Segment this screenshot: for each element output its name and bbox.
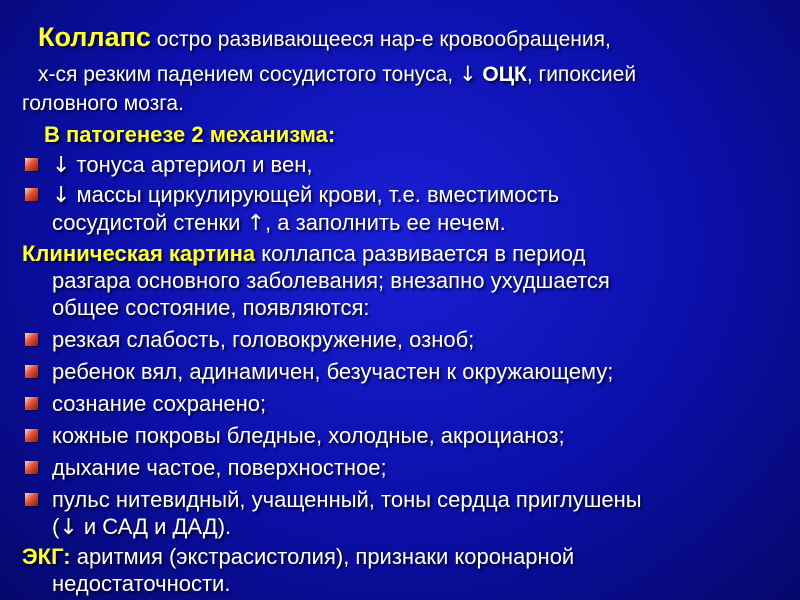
down-arrow-icon: ↓	[52, 183, 71, 208]
bullet-icon	[25, 333, 38, 346]
ecg-text-1: аритмия (экстрасистолия), признаки коронарной	[70, 544, 575, 569]
bullet-icon	[25, 158, 38, 171]
clinical-text-3: общее состояние, появляются:	[52, 295, 370, 320]
definition-part-2b: , гипоксией	[526, 63, 637, 86]
ecg-label: ЭКГ:	[22, 544, 71, 569]
collapse-term: Коллапс	[38, 22, 151, 52]
symptom-item: ребенок вял, адинамичен, безучастен к окружающему;	[52, 359, 614, 384]
mechanisms-heading: В патогенезе 2 механизма:	[44, 122, 336, 147]
symptom-item	[52, 486, 642, 541]
mechanism-1	[52, 151, 312, 179]
bullet-icon	[25, 493, 38, 506]
ecg-text-2: недостаточности.	[52, 571, 231, 596]
down-arrow-icon: ↓	[59, 515, 78, 540]
bullet-icon	[25, 188, 38, 201]
ock-term: ОЦК	[476, 63, 527, 86]
bullet-icon	[25, 365, 38, 378]
title-line-2	[38, 62, 636, 87]
mechanism-1-text: тонуса артериол и вен,	[70, 152, 313, 177]
title-line-1	[38, 22, 611, 53]
symptom-item: дыхание частое, поверхностное;	[52, 455, 387, 480]
pulse-open-paren: (	[52, 514, 60, 539]
title-line-3	[22, 92, 184, 116]
clinical-text-2: разгара основного заболевания; внезапно ухудшается	[52, 268, 610, 293]
symptom-item: кожные покровы бледные, холодные, акроцианоз;	[52, 423, 565, 448]
ecg-paragraph	[22, 543, 574, 597]
definition-part-1: остро развивающееся нар-е кровообращения,	[150, 28, 611, 51]
definition-part-2a: х-ся резким падением сосудистого тонуса,	[38, 63, 459, 86]
symptom-item: резкая слабость, головокружение, озноб;	[52, 327, 475, 352]
clinical-text-1: коллапса развивается в период	[255, 241, 586, 266]
bullet-icon	[25, 461, 38, 474]
definition-part-3: головного мозга.	[22, 92, 184, 115]
mechanism-2	[52, 181, 559, 237]
mechanism-2-text-b: сосудистой стенки	[52, 210, 247, 235]
bullet-icon	[25, 397, 38, 410]
down-arrow-icon: ↓	[52, 153, 71, 178]
up-arrow-icon: ↑	[246, 211, 266, 236]
mechanism-2-text-c: , а заполнить ее нечем.	[265, 210, 506, 235]
mechanism-2-text-a: массы циркулирующей крови, т.е. вместимость	[70, 182, 560, 207]
down-arrow-icon: ↓	[458, 62, 477, 86]
pulse-pressure-text: и САД и ДАД).	[77, 514, 232, 539]
symptom-item: сознание сохранено;	[52, 391, 267, 416]
bullet-icon	[25, 429, 38, 442]
clinical-paragraph	[22, 240, 610, 321]
pulse-text: пульс нитевидный, учащенный, тоны сердца приглушены	[52, 487, 642, 512]
clinical-label: Клиническая картина	[22, 241, 256, 266]
